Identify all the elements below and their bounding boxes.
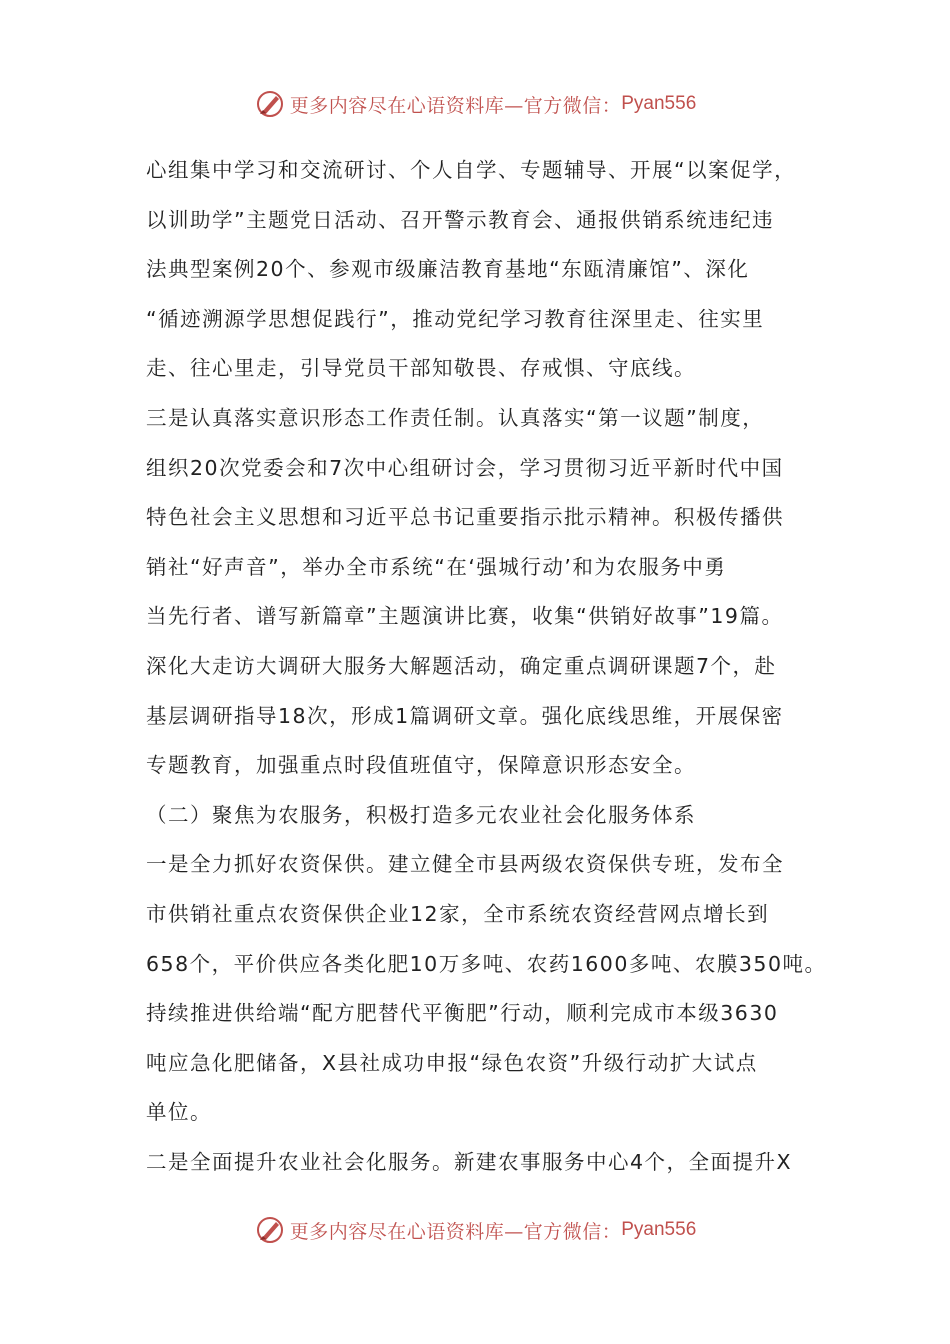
text-line: 法典型案例20个、参观市级廉洁教育基地“东瓯清廉馆”、深化: [146, 257, 750, 282]
pen-logo-icon: [254, 1214, 286, 1246]
text-line: 特色社会主义思想和习近平总书记重要指示批示精神。积极传播供: [146, 505, 784, 530]
text-line: 二是全面提升农业社会化服务。新建农事服务中心4个，全面提升X: [146, 1149, 793, 1174]
text-line: 一是全力抓好农资保供。建立健全市县两级农资保供专班，发布全: [146, 852, 784, 877]
text-line: 心组集中学习和交流研讨、个人自学、专题辅导、开展“以案促学，: [146, 158, 797, 182]
footer-banner-id: Pyan556: [621, 1219, 697, 1240]
footer-banner: [0, 1210, 950, 1250]
text-line: 当先行者、谱写新篇章”主题演讲比赛，收集“供销好故事”19篇。: [146, 604, 784, 629]
text-line: 市供销社重点农资保供企业12家，全市系统农资经营网点增长到: [146, 901, 770, 926]
text-line: 三是认真落实意识形态工作责任制。认真落实“第一议题”制度，: [146, 405, 765, 430]
text-line: 深化大走访大调研大服务大解题活动，确定重点调研课题7个，赴: [146, 653, 777, 678]
footer-banner-text: 更多内容尽在心语资料库—官方微信：: [289, 1220, 622, 1243]
text-line: 吨应急化肥储备，X县社成功申报“绿色农资”升级行动扩大试点: [146, 1050, 758, 1075]
text-line: 持续推进供给端“配方肥替代平衡肥”行动，顺利完成市本级3630: [146, 1001, 779, 1026]
text-line: 组织20次党委会和7次中心组研讨会，学习贯彻习近平新时代中国: [146, 455, 784, 480]
header-banner-text: 更多内容尽在心语资料库—官方微信：: [289, 94, 622, 117]
text-line: 销社“好声音”，举办全市系统“在‘强城行动’和为农服务中勇: [146, 554, 727, 579]
text-line: 以训助学”主题党日活动、召开警示教育会、通报供销系统违纪违: [146, 207, 775, 232]
text-line: “循迹溯源学思想促践行”，推动党纪学习教育往深里走、往实里: [146, 306, 765, 331]
header-banner: [0, 84, 950, 124]
text-line: 基层调研指导18次，形成1篇调研文章。强化底线思维，开展保密: [146, 703, 784, 728]
text-line: 658个，平价供应各类化肥10万多吨、农药1600多吨、农膜350吨。: [146, 951, 827, 976]
pen-logo-icon: [254, 88, 286, 120]
section-heading: （二）聚焦为农服务，积极打造多元农业社会化服务体系: [146, 802, 696, 827]
text-line: 走、往心里走，引导党员干部知敬畏、存戒惧、守底线。: [146, 356, 696, 381]
document-body: [146, 146, 826, 1187]
text-line: 单位。: [146, 1100, 212, 1125]
header-banner-id: Pyan556: [621, 93, 697, 114]
text-line: 专题教育，加强重点时段值班值守，保障意识形态安全。: [146, 753, 696, 778]
